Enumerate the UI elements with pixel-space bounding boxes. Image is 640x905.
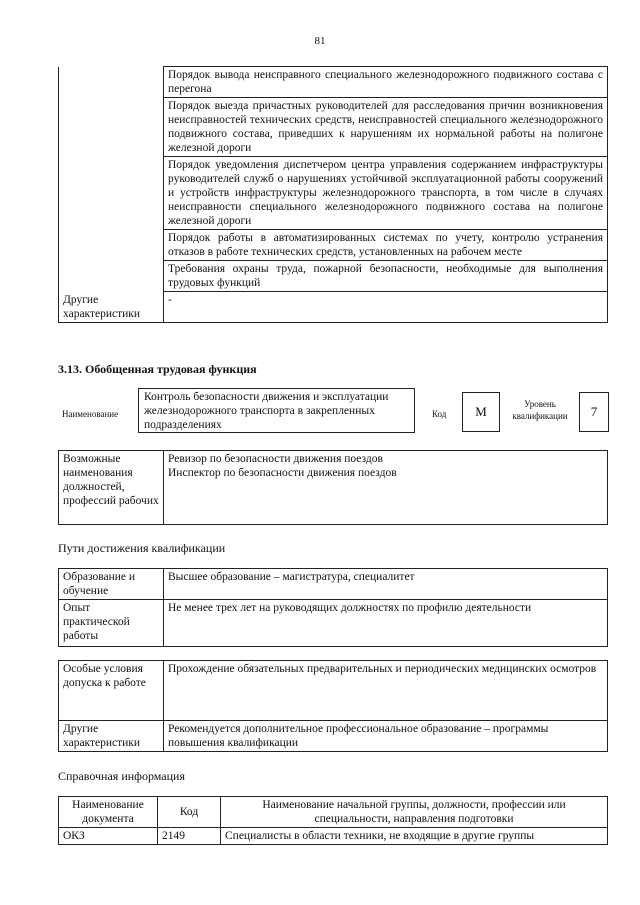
cell-group-name: Специалисты в области техники, не входящие в другие группы (221, 828, 608, 845)
table-row (59, 157, 608, 230)
positions-label: Возможные наименования должностей, профессий рабочих (59, 451, 164, 525)
row-label (59, 230, 164, 261)
admission-table (58, 660, 608, 752)
function-name-value: Контроль безопасности движения и эксплуатации железнодорожного транспорта в закрепленных подразделениях (138, 388, 415, 433)
function-code-value: М (462, 392, 500, 432)
page-number: 81 (314, 35, 326, 47)
row-label (59, 67, 164, 98)
positions-table (58, 450, 608, 525)
row-label (59, 98, 164, 157)
header-code: Код (158, 797, 221, 828)
function-code-label: Код (432, 409, 447, 419)
education-label: Образование и обучение (59, 569, 164, 600)
function-name-label: Наименование (62, 409, 119, 419)
other-characteristics-value: Рекомендуется дополнительное профессиональное образование – программы повышения квалификации (164, 721, 608, 752)
row-text: Порядок вывода неисправного специального железнодорожного подвижного состава с перегона (164, 67, 608, 98)
table-row (59, 261, 608, 292)
table-row (59, 98, 608, 157)
row-label (59, 261, 164, 292)
table-row (59, 292, 608, 323)
row-text: Порядок выезда причастных руководителей для расследования причин возникновения неисправностей технических средств, неисправностей специального железнодорожного подвижного состава, приведших к нарушениям их нормальной работы на полигоне железной дороги (164, 98, 608, 157)
education-table (58, 568, 608, 647)
other-characteristics-label: Другие характеристики (59, 721, 164, 752)
section-heading: 3.13. Обобщенная трудовая функция (58, 362, 257, 376)
education-value: Высшее образование – магистратура, специалитет (164, 569, 608, 600)
row-label (59, 157, 164, 230)
admission-value: Прохождение обязательных предварительных и периодических медицинских осмотров (164, 661, 608, 721)
row-text: Требования охраны труда, пожарной безопасности, необходимые для выполнения трудовых функций (164, 261, 608, 292)
table-header-row (59, 797, 608, 828)
qualification-level-value: 7 (579, 392, 609, 432)
table-row (59, 230, 608, 261)
row-label: Другие характеристики (59, 292, 164, 323)
qualification-level-label: Уровень квалификации (512, 399, 568, 421)
cell-document: ОКЗ (59, 828, 158, 845)
table-row (59, 67, 608, 98)
qualification-paths-title: Пути достижения квалификации (58, 541, 226, 555)
knowledge-table (58, 66, 608, 323)
table-row (59, 600, 608, 647)
row-text: - (164, 292, 608, 323)
table-row (59, 828, 608, 845)
header-document: Наименование документа (59, 797, 158, 828)
reference-title: Справочная информация (58, 769, 185, 783)
table-row (59, 569, 608, 600)
cell-code: 2149 (158, 828, 221, 845)
table-row (59, 721, 608, 752)
header-group-name: Наименование начальной группы, должности, профессии или специальности, направления подготовки (221, 797, 608, 828)
reference-table (58, 796, 608, 845)
experience-value: Не менее трех лет на руководящих должностях по профилю деятельности (164, 600, 608, 647)
row-text: Порядок уведомления диспетчером центра управления содержанием инфраструктуры руководителей служб о нарушениях устойчивой эксплуатационной работы сооружений и устройств инфраструктуры железнодорожного транспорта, в том числе в случаях неисправности специального железнодорожного подвижного состава на полигоне железной дороги (164, 157, 608, 230)
row-text: Порядок работы в автоматизированных системах по учету, контролю устранения отказов в работе технических средств, установленных на рабочем месте (164, 230, 608, 261)
table-row (59, 451, 608, 525)
positions-value: Ревизор по безопасности движения поездов Инспектор по безопасности движения поездов (164, 451, 608, 525)
experience-label: Опыт практической работы (59, 600, 164, 647)
admission-label: Особые условия допуска к работе (59, 661, 164, 721)
table-row (59, 661, 608, 721)
